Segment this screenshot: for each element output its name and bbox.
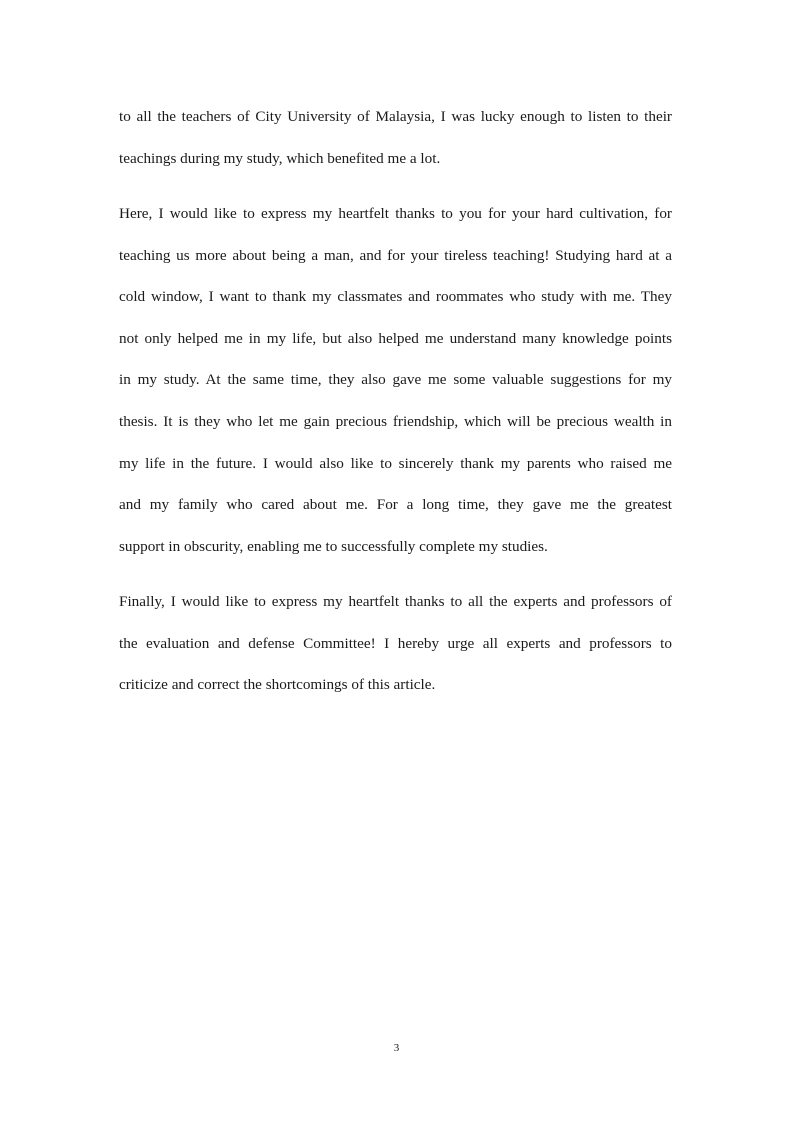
text-line: cold window, I want to thank my classmates and roommates who study with me. They [119,288,672,305]
text-line: and my family who cared about me. For a long time, they gave me the greatest [119,496,672,513]
text-line: teaching us more about being a man, and for your tireless teaching! Studying hard at a [119,247,672,264]
text-line: criticize and correct the shortcomings of this article. [119,676,436,693]
text-line: my life in the future. I would also like to sincerely thank my parents who raised me [119,455,672,472]
page-number: 3 [393,1042,400,1054]
text-line: not only helped me in my life, but also helped me understand many knowledge points [119,330,672,347]
text-line: thesis. It is they who let me gain precious friendship, which will be precious wealth in [119,413,672,430]
text-line: teachings during my study, which benefited me a lot. [119,150,441,167]
text-line: the evaluation and defense Committee! I hereby urge all experts and professors to [119,635,672,652]
text-line: Finally, I would like to express my heartfelt thanks to all the experts and professors of [119,593,672,610]
text-line: Here, I would like to express my heartfelt thanks to you for your hard cultivation, for [119,205,672,222]
text-line: support in obscurity, enabling me to successfully complete my studies. [119,538,548,555]
text-line: to all the teachers of City University of Malaysia, I was lucky enough to listen to their [119,108,672,125]
text-line: in my study. At the same time, they also gave me some valuable suggestions for my [119,371,672,388]
